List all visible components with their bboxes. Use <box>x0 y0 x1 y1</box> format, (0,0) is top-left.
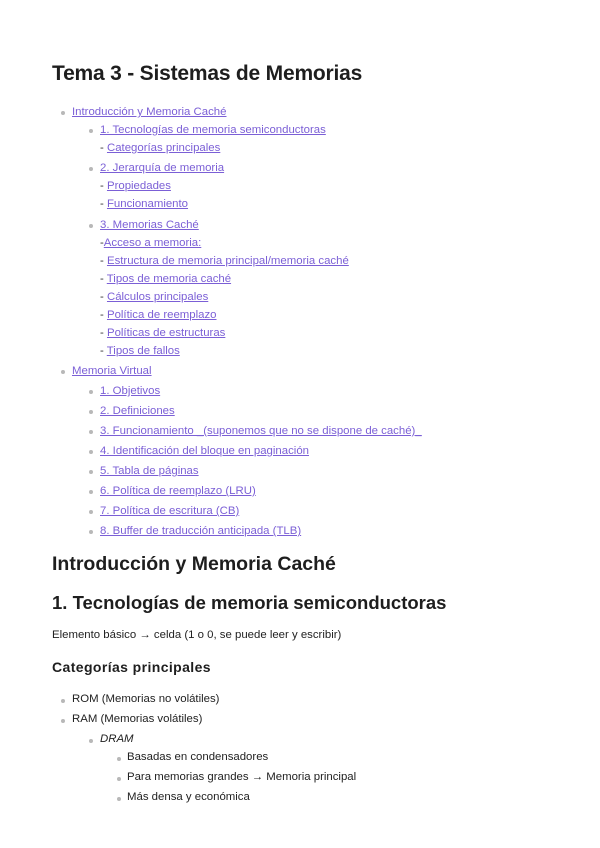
toc-link-politica-reemplazo[interactable]: Política de reemplazo <box>106 309 217 321</box>
bullet-icon <box>89 224 93 228</box>
list-item-rom: ROM (Memorias no volátiles) <box>72 693 220 705</box>
bullet-icon <box>89 167 93 171</box>
toc-link-sec1[interactable]: 1. Tecnologías de memoria semiconductoras <box>100 124 326 136</box>
toc-link-tipos-cache[interactable]: Tipos de memoria caché <box>106 273 232 285</box>
bullet-icon <box>61 111 65 115</box>
bullet-icon <box>89 470 93 474</box>
bullet-icon <box>61 699 65 703</box>
toc-link-sec3[interactable]: 3. Memorias Caché <box>100 219 199 231</box>
dash: - <box>100 237 104 249</box>
list-item-dram-3: Más densa y económica <box>127 791 250 803</box>
bullet-icon <box>61 719 65 723</box>
dash: - <box>100 255 104 267</box>
page-title: Tema 3 - Sistemas de Memorias <box>52 62 363 85</box>
bullet-icon <box>61 370 65 374</box>
bullet-icon <box>89 510 93 514</box>
bullet-icon <box>117 757 121 761</box>
bullet-icon <box>89 530 93 534</box>
toc-link-escritura[interactable]: 7. Política de escritura (CB) <box>100 505 240 517</box>
heading-categorias: Categorías principales <box>52 659 211 675</box>
paragraph-celda: Elemento básico → celda (1 o 0, se puede leer y escribir) <box>52 629 342 641</box>
heading-sec1: 1. Tecnologías de memoria semiconductoras <box>52 592 447 613</box>
bullet-icon <box>89 490 93 494</box>
toc-link-acceso[interactable]: Acceso a memoria: <box>103 237 202 249</box>
dash: - <box>100 327 104 339</box>
list-item-dram-2: Para memorias grandes → Memoria principal <box>127 771 357 783</box>
bullet-icon <box>117 777 121 781</box>
toc-link-funcionamiento[interactable]: Funcionamiento <box>106 198 189 210</box>
toc-link-vm-funcionamiento[interactable]: 3. Funcionamiento _(suponemos que no se dispone de caché)_ <box>100 425 422 437</box>
heading-intro: Introducción y Memoria Caché <box>52 553 336 575</box>
bullet-icon <box>89 450 93 454</box>
dash: - <box>100 142 104 154</box>
toc-link-definiciones[interactable]: 2. Definiciones <box>100 405 175 417</box>
toc-link-propiedades[interactable]: Propiedades <box>106 180 171 192</box>
toc-link-estructura[interactable]: Estructura de memoria principal/memoria caché <box>106 255 349 267</box>
dash: - <box>100 309 104 321</box>
bullet-icon <box>117 797 121 801</box>
toc-link-tlb[interactable]: 8. Buffer de traducción anticipada (TLB) <box>100 525 302 537</box>
toc-link-sec2[interactable]: 2. Jerarquía de memoria <box>100 162 225 174</box>
dash: - <box>100 273 104 285</box>
list-item-dram: DRAM <box>100 733 134 745</box>
toc-link-objetivos[interactable]: 1. Objetivos <box>100 385 161 397</box>
list-item-dram-1: Basadas en condensadores <box>127 751 269 763</box>
bullet-icon <box>89 430 93 434</box>
toc-link-lru[interactable]: 6. Política de reemplazo (LRU) <box>100 485 256 497</box>
bullet-icon <box>89 739 93 743</box>
dash: - <box>100 180 104 192</box>
bullet-icon <box>89 410 93 414</box>
list-item-ram: RAM (Memorias volátiles) <box>72 713 203 725</box>
dash: - <box>100 345 104 357</box>
dash: - <box>100 198 104 210</box>
toc-link-intro[interactable]: Introducción y Memoria Caché <box>72 106 227 118</box>
toc-link-tipos-fallos[interactable]: Tipos de fallos <box>106 345 180 357</box>
toc-link-categorias[interactable]: Categorías principales <box>106 142 221 154</box>
dash: - <box>100 291 104 303</box>
toc-link-identificacion[interactable]: 4. Identificación del bloque en paginación <box>100 445 309 457</box>
toc-link-memoria-virtual[interactable]: Memoria Virtual <box>72 365 152 377</box>
bullet-icon <box>89 390 93 394</box>
toc-link-calculos[interactable]: Cálculos principales <box>106 291 209 303</box>
toc-link-tabla-paginas[interactable]: 5. Tabla de páginas <box>100 465 199 477</box>
bullet-icon <box>89 129 93 133</box>
toc-link-politicas-estructuras[interactable]: Políticas de estructuras <box>106 327 226 339</box>
